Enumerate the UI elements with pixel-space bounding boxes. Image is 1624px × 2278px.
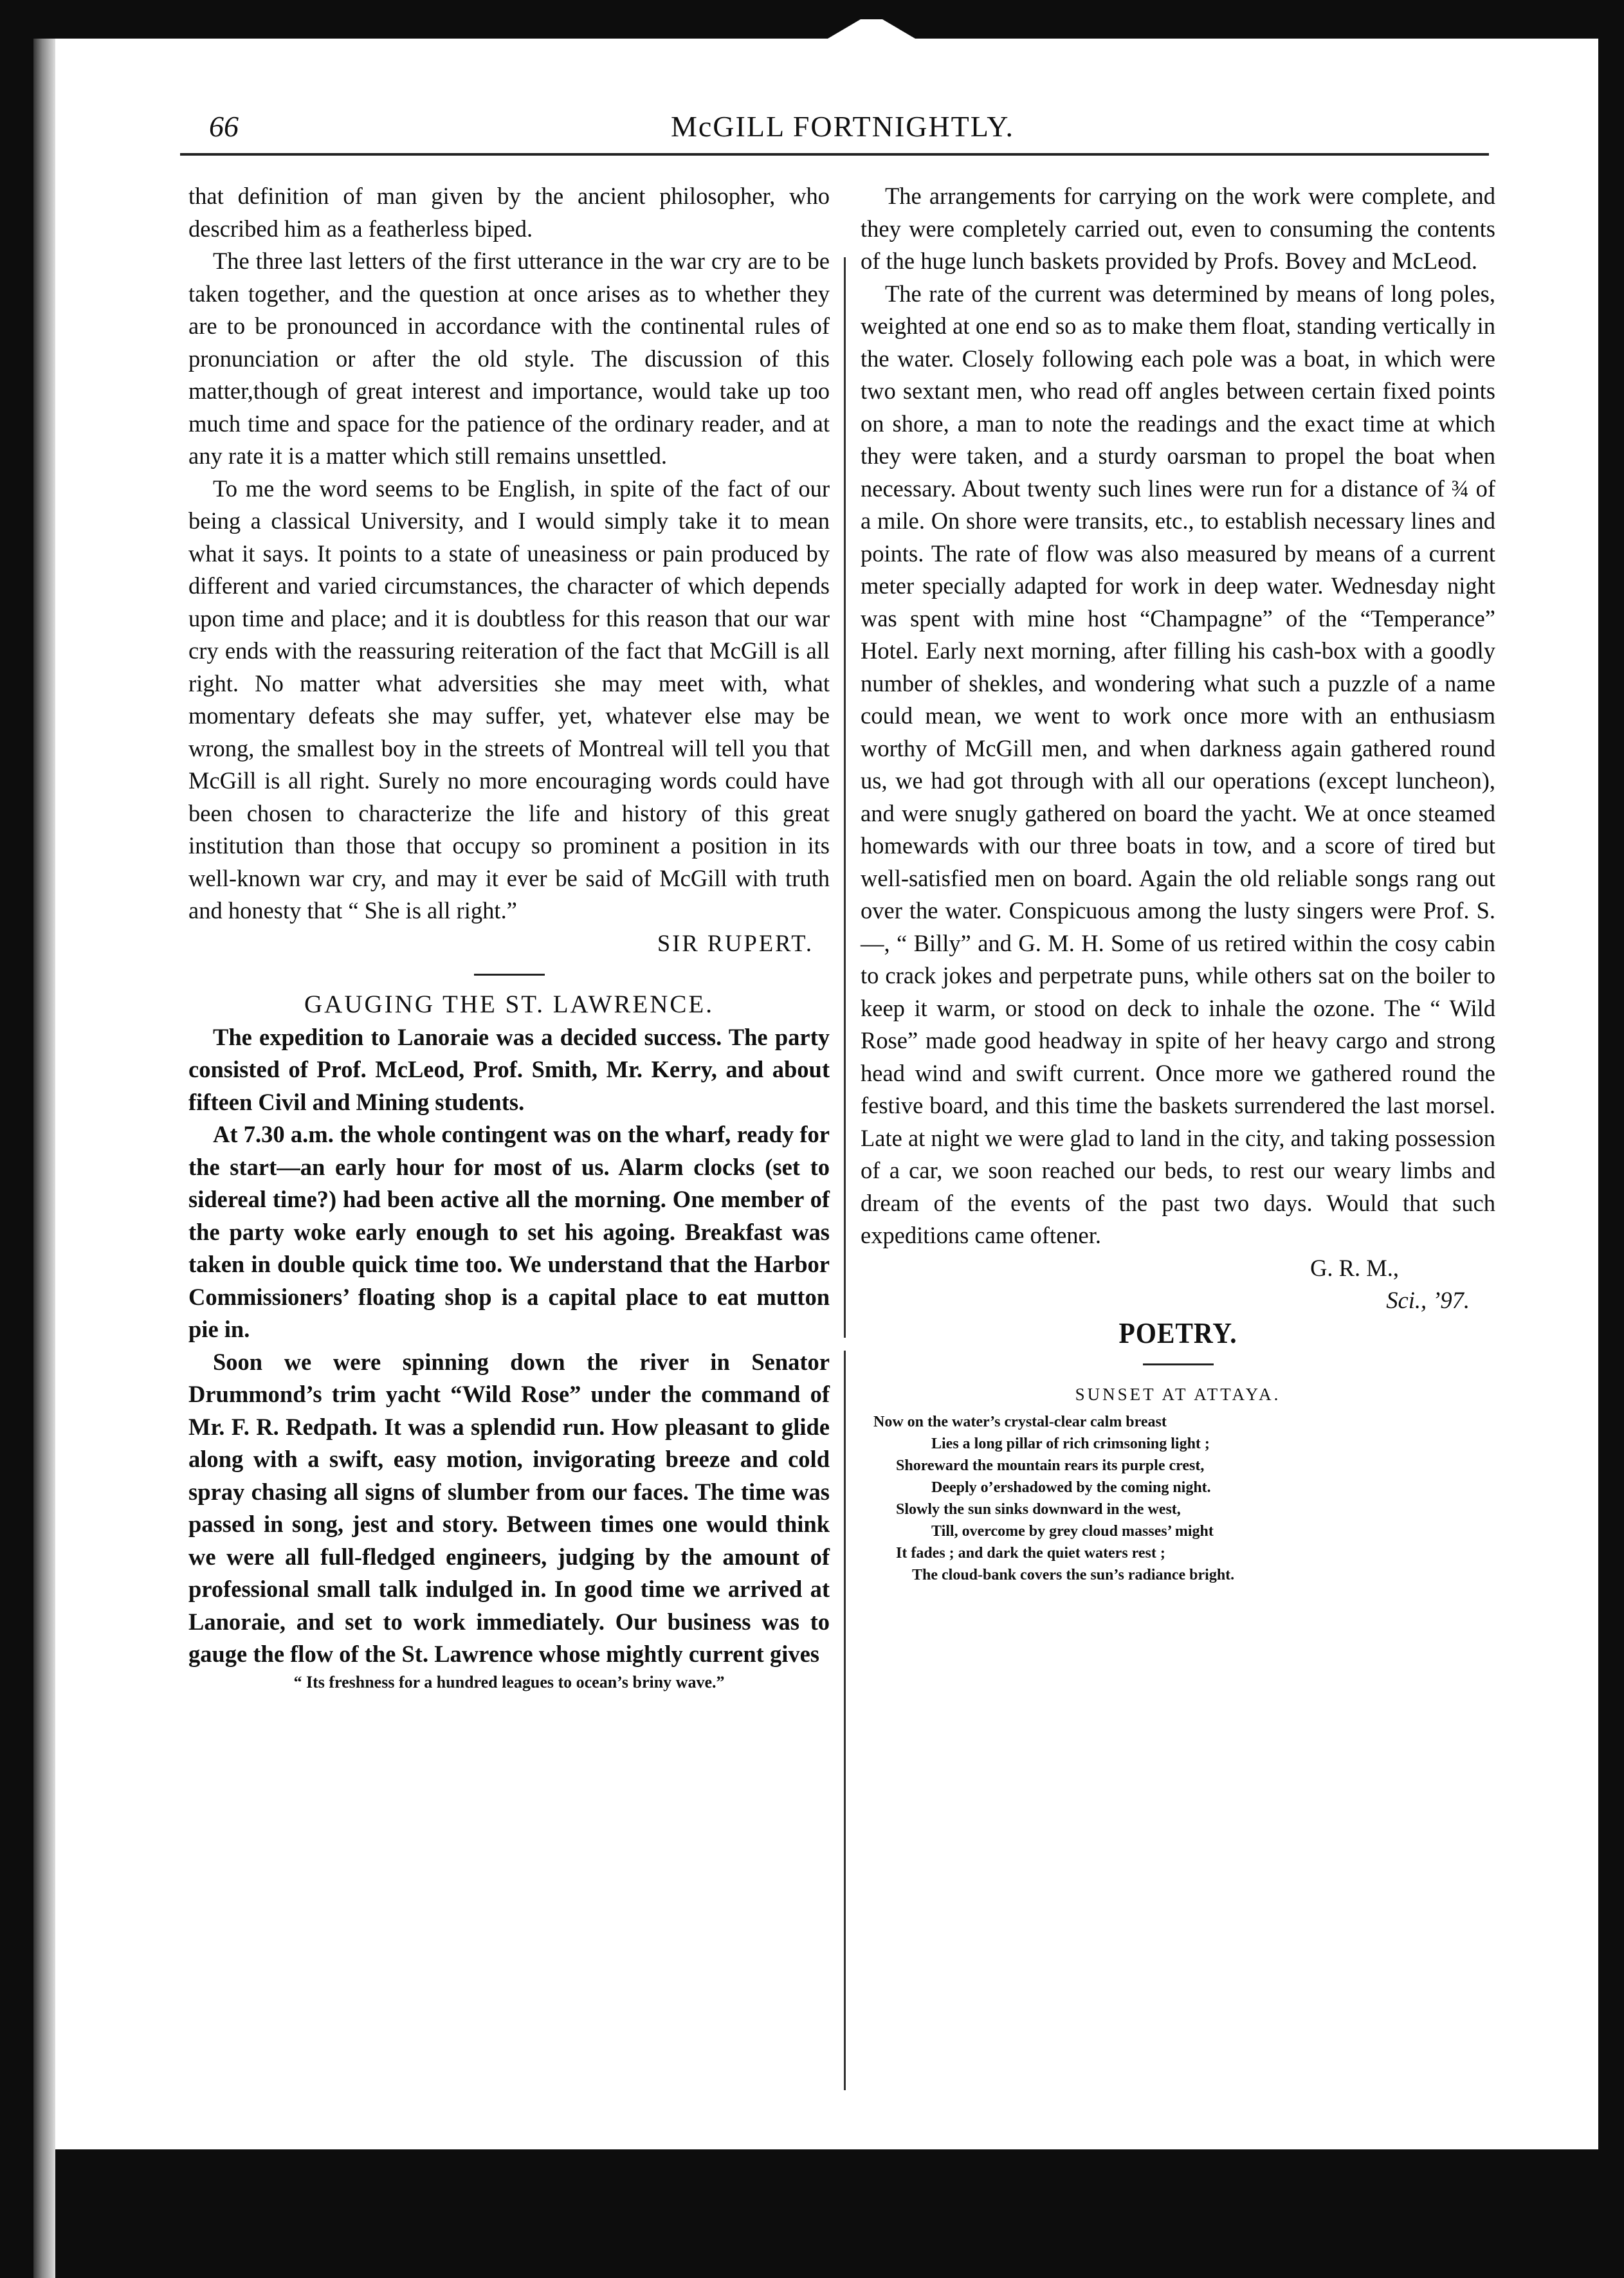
header-rule — [180, 153, 1489, 156]
section-rule — [474, 974, 545, 976]
right-column — [861, 180, 1495, 1586]
poetry-heading: POETRY. — [1118, 1316, 1237, 1349]
scan-border-bottom — [0, 2149, 1624, 2278]
poem-line: Now on the water’s crystal-clear calm breast — [873, 1413, 1167, 1430]
poem-line: Deeply o’ershadowed by the coming night. — [931, 1479, 1211, 1496]
poem-line: Till, overcome by grey cloud masses’ might — [931, 1522, 1214, 1540]
signoff: SIR RUPERT. — [657, 929, 814, 956]
poem-line: The cloud-bank covers the sun’s radiance bright. — [912, 1566, 1235, 1583]
poetry-rule — [1143, 1363, 1214, 1365]
paragraph: The arrangements for carrying on the work were complete, and they were completely carried out, even to consuming the contents of the huge lunch baskets provided by Profs. Bovey and McLeod. — [861, 183, 1495, 274]
paragraph: At 7.30 a.m. the whole contingent was on the wharf, ready for the start—an early hour for most of us. Alarm clocks (set to sidereal time?) had been active all the morning. One member of the party woke early enough to set his agoing. Breakfast was taken in double quick time too. We understand that the Harbor Commissioners’ floating shop is a capital place to eat mutton pie in. — [188, 1121, 830, 1342]
paragraph: The expedition to Lanoraie was a decided success. The party consisted of Prof. McLeod, Prof. Smith, Mr. Kerry, and about fifteen Civil and Mining students. — [188, 1023, 830, 1115]
column-divider-lower — [844, 1351, 846, 2090]
scan-border-top — [0, 0, 1624, 39]
poem-line: Lies a long pillar of rich crimsoning light ; — [931, 1435, 1210, 1452]
page-header — [180, 103, 1505, 154]
author-signature: G. R. M., — [1310, 1254, 1399, 1281]
paragraph: that definition of man given by the ancient philosopher, who described him as a featherless biped. — [188, 183, 830, 242]
poem-line: Shoreward the mountain rears its purple crest, — [896, 1457, 1205, 1474]
section-title: GAUGING THE ST. LAWRENCE. — [304, 990, 714, 1018]
poem-line: Slowly the sun sinks downward in the west, — [896, 1500, 1181, 1518]
paragraph: The three last letters of the first utterance in the war cry are to be taken together, and the question at once arises as to whether they are to be pronounced in accordance with the continental rules of pronunciation or after the old style. The discussion of this matter,though of great interest and importance, would take up too much time and space for the patience of the ordinary reader, and at any rate it is a matter which still remains unsettled. — [188, 248, 830, 469]
left-column — [188, 180, 830, 1694]
column-divider — [844, 257, 846, 1338]
poem-title: SUNSET AT ATTAYA. — [1075, 1385, 1281, 1404]
poem — [861, 1411, 1495, 1586]
poem-line: It fades ; and dark the quiet waters rest ; — [896, 1544, 1165, 1562]
author-class: Sci., ’97. — [1386, 1287, 1470, 1313]
scan-border-left — [0, 0, 33, 2278]
running-title: McGILL FORTNIGHTLY. — [670, 110, 1015, 143]
paragraph: To me the word seems to be English, in spite of the fact of our being a classical University, and I would simply take it to mean what it says. It points to a state of uneasiness or pain produced by different and varied circumstances, the character of which depends upon time and place; and it is doubtless for this reason that our war cry ends with the reassuring reiteration of the fact that McGill is all right. No matter what adversities she may meet with, what momentary defeats she may suffer, yet, whatever else may be wrong, the smallest boy in the streets of Montreal will tell you that McGill is all right. Surely no more encouraging words could have been chosen to characterize the life and history of this great institution than those that occupy so prominent a position in its well-known war cry, and may it ever be said of McGill with truth and honesty that “ She is all right.” — [188, 475, 830, 924]
paragraph: Soon we were spinning down the river in Senator Drummond’s trim yacht “Wild Rose” under the command of Mr. F. R. Redpath. It was a splendid run. How pleasant to glide along with a swift, easy motion, invigorating breeze and cold spray chasing all signs of slumber from our faces. The time was passed in song, jest and story. Between times one would think we were all full-fledged engineers, judging by the amount of professional small talk indulged in. In good time we arrived at Lanoraie, and set to work immediately. Our business was to gauge the flow of the St. Lawrence whose mightly current gives — [188, 1348, 830, 1667]
page-number: 66 — [209, 110, 239, 143]
quote: “ Its freshness for a hundred leagues to ocean’s briny wave.” — [293, 1672, 725, 1691]
paragraph: The rate of the current was determined by means of long poles, weighted at one end so as to make them float, standing vertically in the water. Closely following each pole was a boat, in which were two sextant men, who read off angles between certain fixed points on shore, a man to note the readings and the exact time at which they were taken, and a sturdy oarsman to propel the boat when necessary. About twenty such lines were run for a distance of ¾ of a mile. On shore were transits, etc., to establish necessary lines and points. The rate of flow was also measured by means of a current meter specially adapted for work in deep water. Wednesday night was spent with mine host “Champagne” of the “Temperance” Hotel. Early next morning, after filling his cash-box with a goodly number of shekles, and wondering what such a puzzle of a name could mean, we went to work once more with an enthusiasm worthy of McGill men, and when darkness again gathered round us, we had got through with all our operations (except luncheon), and were snugly gathered on board the yacht. We at once steamed homewards with our three boats in tow, and a score of tired but well-satisfied men on board. Again the old reliable songs rang out over the water. Conspicuous among the lusty singers were Prof. S.—, “ Billy” and G. M. H. Some of us retired within the cosy cabin to crack jokes and perpetrate puns, while others sat on the boiler to keep it warm, or stood on deck to inhale the ozone. The “ Wild Rose” made good headway in spite of her heavy cargo and strong head wind and swift current. Once more we gathered round the festive board, and this time the baskets surrendered the last morsel. Late at night we were glad to land in the city, and taking possession of a car, we soon reached our beds, to rest our weary limbs and dream of the events of the past two days. Would that such expeditions came oftener. — [861, 280, 1495, 1248]
scan-page-edge — [33, 39, 55, 2278]
scan-border-right — [1598, 0, 1624, 2278]
